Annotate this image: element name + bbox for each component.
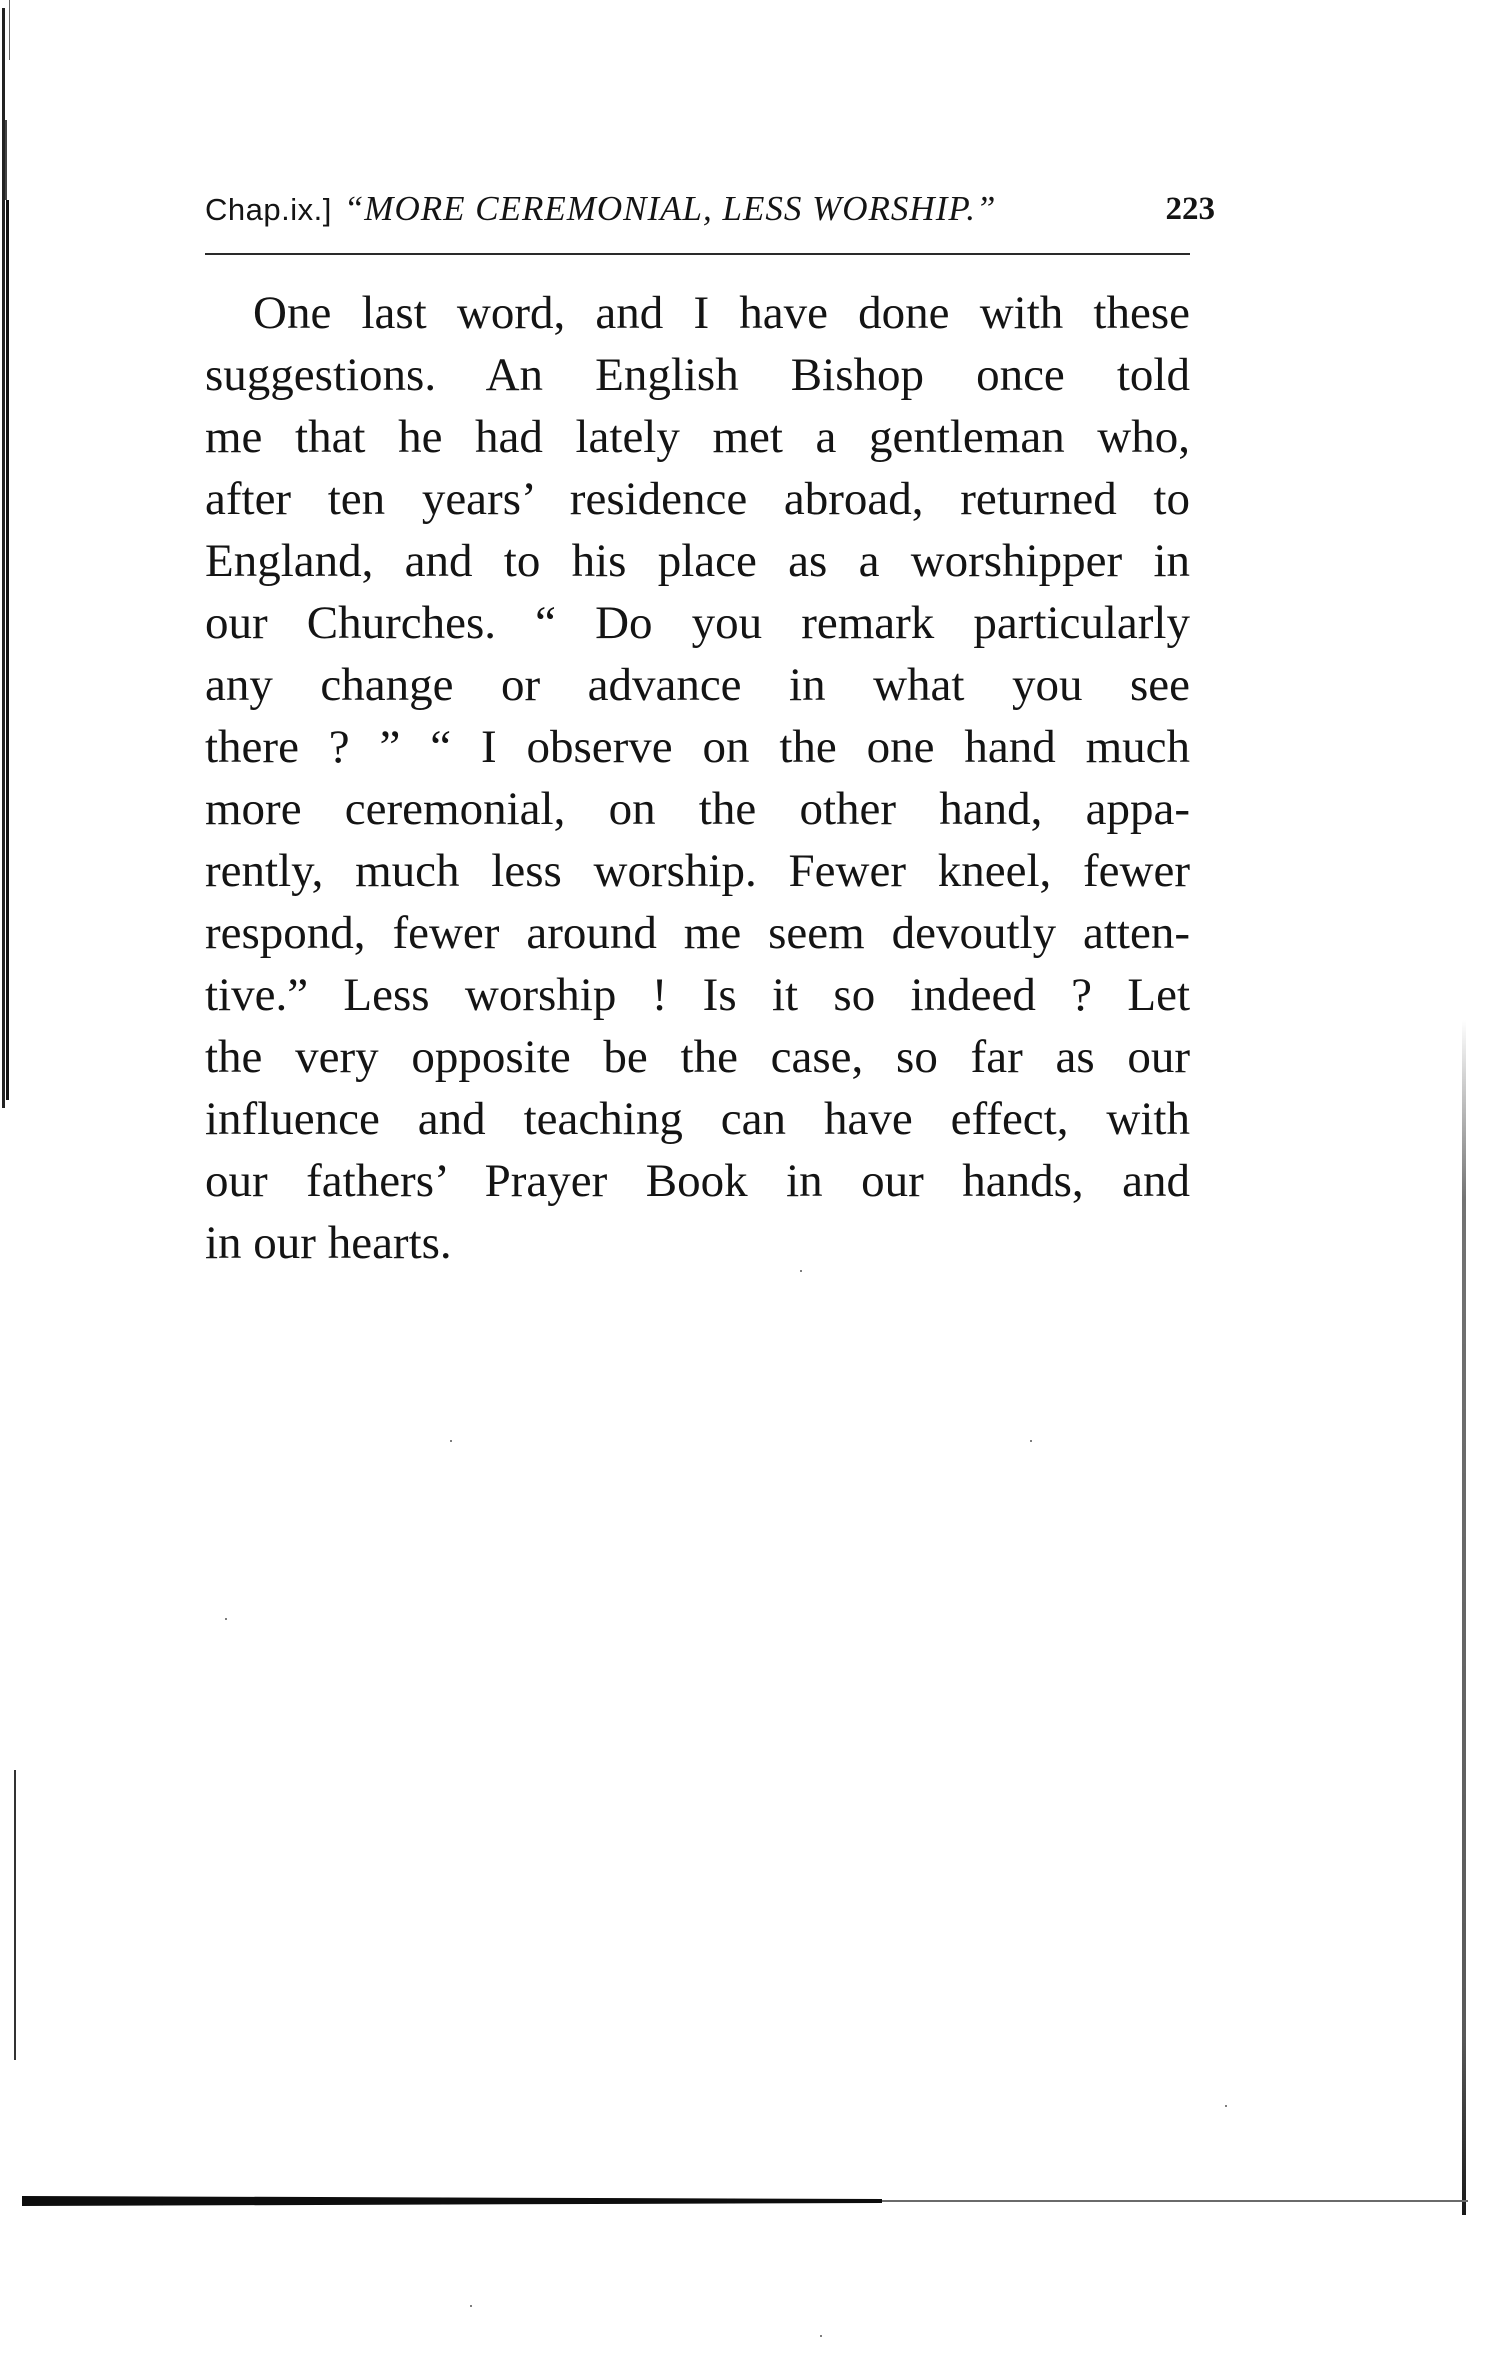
text-line: in our hearts. bbox=[205, 1217, 452, 1269]
text-line: our Churches. “ Do you remark particularly bbox=[205, 597, 1190, 649]
scan-speck bbox=[800, 1270, 802, 1272]
text-line: me that he had lately met a gentleman who, bbox=[205, 411, 1190, 463]
text-line: influence and teaching can have effect, with bbox=[205, 1093, 1190, 1145]
chapter-reference: Chap.ix.] bbox=[205, 192, 332, 227]
body-paragraph bbox=[205, 282, 1190, 1274]
scan-speck bbox=[225, 1618, 227, 1620]
text-line: respond, fewer around me seem devoutly atten- bbox=[205, 907, 1190, 959]
text-line: tive.” Less worship ! Is it so indeed ? Let bbox=[205, 969, 1190, 1021]
text-line: there ? ” “ I observe on the one hand much bbox=[205, 721, 1190, 773]
text-line: after ten years’ residence abroad, returned to bbox=[205, 473, 1190, 525]
text-line: the very opposite be the case, so far as our bbox=[205, 1031, 1190, 1083]
scan-speck bbox=[470, 2305, 472, 2307]
scan-right-edge-shadow bbox=[1462, 1020, 1466, 2215]
scan-speck bbox=[450, 1440, 452, 1442]
text-line: suggestions. An English Bishop once told bbox=[205, 349, 1190, 401]
scan-speck bbox=[1030, 1440, 1032, 1442]
text-line: England, and to his place as a worshipper in bbox=[205, 535, 1190, 587]
text-line: any change or advance in what you see bbox=[205, 659, 1190, 711]
header-rule bbox=[205, 253, 1190, 255]
page-number: 223 bbox=[1165, 191, 1215, 227]
running-title: “MORE CEREMONIAL, LESS WORSHIP.” bbox=[343, 189, 997, 228]
text-line: more ceremonial, on the other hand, appa- bbox=[205, 783, 1190, 835]
scan-speck bbox=[820, 2335, 822, 2337]
text-line: our fathers’ Prayer Book in our hands, and bbox=[205, 1155, 1190, 1207]
scan-left-edge-shadow bbox=[0, 0, 14, 1180]
text-line: rently, much less worship. Fewer kneel, fewer bbox=[205, 845, 1190, 897]
text-line: One last word, and I have done with these bbox=[253, 287, 1190, 339]
running-header bbox=[205, 184, 1215, 234]
scan-left-edge-lower bbox=[12, 1760, 26, 2080]
scan-bottom-edge bbox=[22, 2192, 1468, 2208]
scan-speck bbox=[1225, 2105, 1227, 2107]
